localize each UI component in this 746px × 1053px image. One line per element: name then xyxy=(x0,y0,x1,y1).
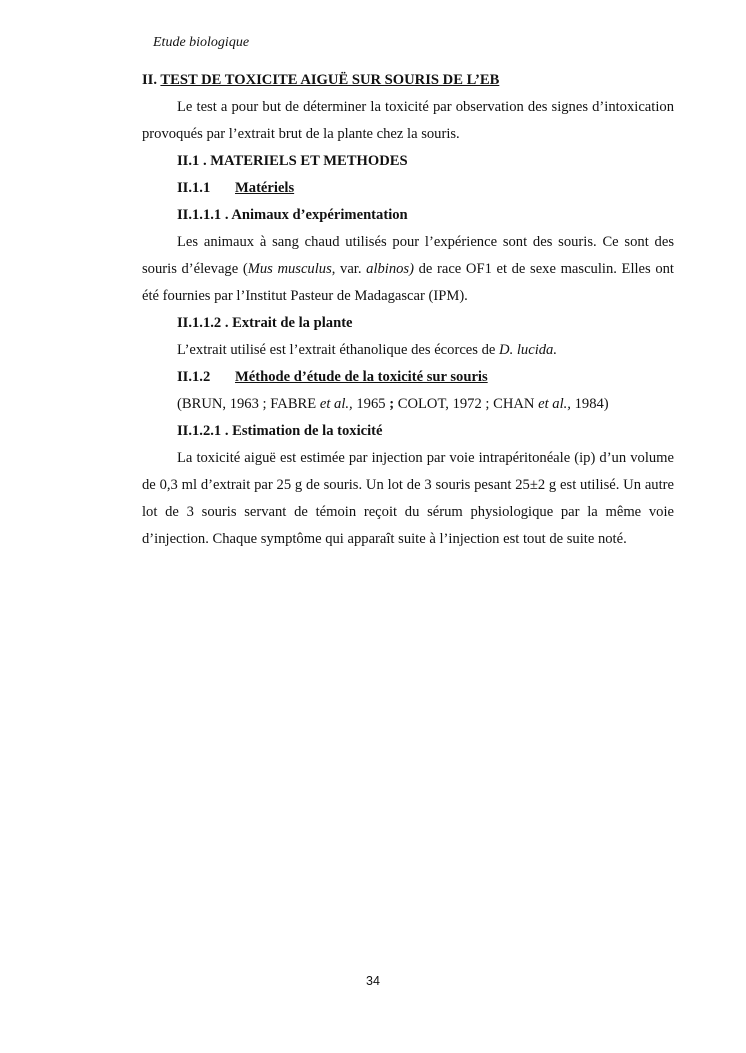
page-number: 34 xyxy=(366,974,380,988)
heading-extrait: II.1.1.2 . Extrait de la plante xyxy=(177,315,353,331)
heading-animaux: II.1.1.1 . Animaux d’expérimentation xyxy=(177,207,408,223)
estimation-paragraph: La toxicité aiguë est estimée par injection par voie intrapéritonéale (ip) d’un volume de 0,3 ml d’extrait par 25 g de souris. Un lot de 3 souris pesant 25±2 g est utilisé. Un autre lot de 3 souris servant de témoin reçoit du sérum physiologique par la même voie d’injection. Chaque symptôme qui apparaît suite à l’injection est tout de suite noté. xyxy=(142,450,674,547)
ref-text-b: 1965 xyxy=(352,396,390,412)
section-prefix: II. xyxy=(142,72,158,88)
section-title xyxy=(142,67,674,94)
heading-materials-methods: II.1 . MATERIELS ET METHODES xyxy=(177,153,408,169)
running-header: Etude biologique xyxy=(153,35,250,50)
ref-semicolon: ; xyxy=(389,396,395,412)
ref-etal-1: et al., xyxy=(319,396,353,412)
animaux-text-a: Les animaux à sang chaud utilisés pour l’expérience sont des souris. Ce sont des souris d’élevage ( xyxy=(142,234,674,277)
plant-name: D. lucida. xyxy=(499,342,557,358)
references-line xyxy=(142,391,674,418)
intro-paragraph: Le test a pour but de déterminer la toxicité par observation des signes d’intoxication provoqués par l’extrait brut de la plante chez la souris. xyxy=(142,99,674,142)
heading-materiels-number: II.1.1 xyxy=(177,180,211,196)
heading-methode xyxy=(142,364,674,391)
animaux-text-b: , var. xyxy=(331,261,367,277)
animaux-paragraph xyxy=(142,229,674,310)
heading-materiels-title: Matériels xyxy=(235,180,295,196)
heading-methode-number: II.1.2 xyxy=(177,369,211,385)
animaux-text-c: de race OF1 et de sexe masculin. Elles ont été fournies par l’Institut Pasteur de Madagascar (IPM). xyxy=(142,261,674,304)
heading-estimation: II.1.2.1 . Estimation de la toxicité xyxy=(177,423,383,439)
variety-name: albinos) xyxy=(366,261,414,277)
heading-methode-title: Méthode d’étude de la toxicité sur souris xyxy=(235,369,488,385)
ref-text-a: (BRUN, 1963 ; FABRE xyxy=(177,396,320,412)
species-name: Mus musculus xyxy=(247,261,332,277)
ref-text-d: 1984) xyxy=(570,396,609,412)
extrait-text: L’extrait utilisé est l’extrait éthanolique des écorces de xyxy=(177,342,500,358)
extrait-paragraph xyxy=(142,337,674,364)
heading-materiels xyxy=(142,175,674,202)
section-title-text: TEST DE TOXICITE AIGUË SUR SOURIS DE L’EB xyxy=(160,72,500,88)
ref-text-c: COLOT, 1972 ; CHAN xyxy=(394,396,539,412)
page-content xyxy=(142,67,674,553)
ref-etal-2: et al., xyxy=(538,396,571,412)
